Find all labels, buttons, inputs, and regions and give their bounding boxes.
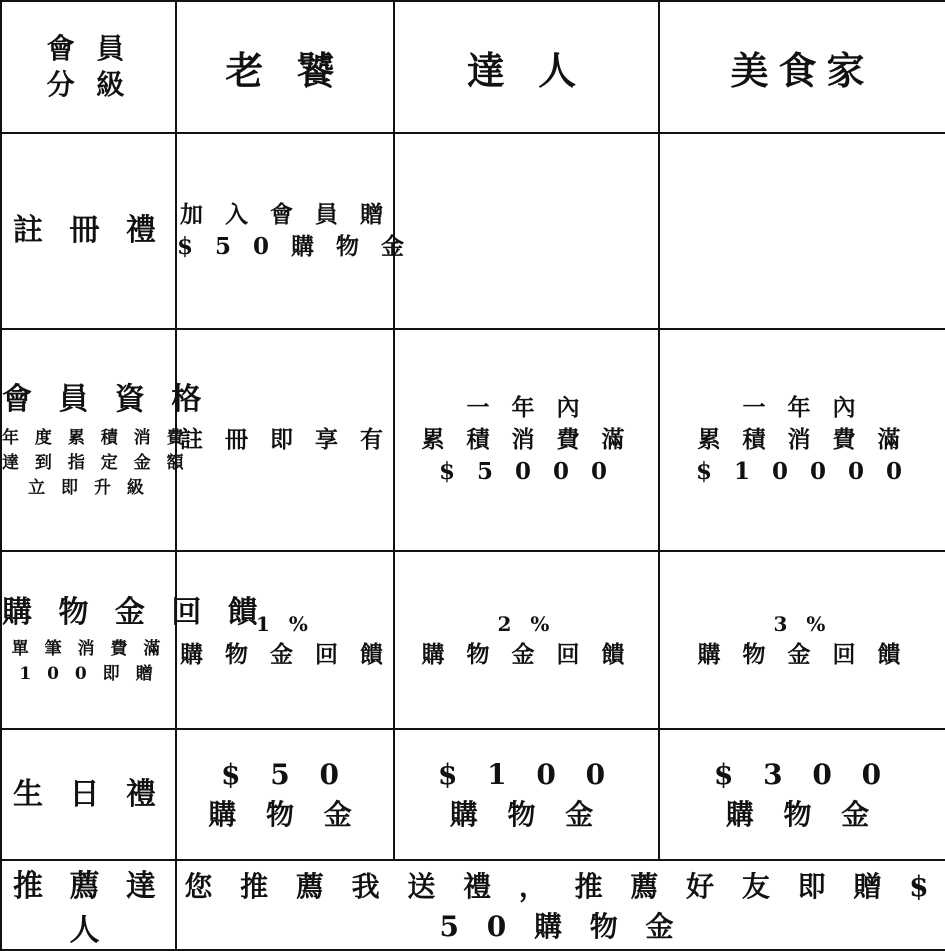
birthday-tier3-text: 購 物 金	[725, 797, 880, 831]
birthday-tier3-amount: $ 3 0 0	[713, 757, 892, 791]
qualification-sub-line-2: 達 到 指 定 金 額	[2, 452, 189, 473]
referral-row	[1, 860, 945, 950]
rebate-row	[1, 551, 945, 729]
birthday-gift-tier2	[394, 729, 659, 860]
register-gift-tier1-line-2: $ 5 0 購 物 金	[177, 233, 412, 260]
birthday-tier2-text: 購 物 金	[449, 797, 604, 831]
qualification-row	[1, 329, 945, 551]
rebate-label-cell	[1, 551, 266, 729]
rebate-tier2-percent: 2 %	[497, 612, 556, 636]
birthday-tier1-amount: $ 5 0	[221, 757, 349, 791]
tier-corner-label	[1, 1, 176, 133]
register-gift-label: 註 冊 禮	[1, 133, 176, 329]
register-gift-tier1-line-1: 加 入 會 員 贈	[179, 201, 391, 228]
register-gift-tier2-empty	[394, 133, 659, 329]
qualification-tier3-line-1: 一 年 內	[742, 394, 863, 421]
referral-label: 推 薦 達 人	[1, 860, 176, 950]
register-gift-row	[1, 133, 945, 329]
rebate-tier1	[176, 551, 394, 729]
birthday-gift-tier3	[659, 729, 945, 860]
rebate-tier2-text: 購 物 金 回 饋	[421, 641, 632, 668]
qualification-tier2-line-3: $ 5 0 0 0	[438, 458, 615, 485]
corner-line-1: 會 員	[46, 32, 131, 65]
header-row	[1, 1, 945, 133]
rebate-tier3	[659, 551, 945, 729]
qualification-tier3	[659, 329, 945, 551]
rebate-tier3-text: 購 物 金 回 饋	[697, 641, 908, 668]
tier-header-gourmet: 老 饕	[176, 1, 394, 133]
qualification-sub-line-3: 立 即 升 級	[28, 477, 149, 498]
birthday-tier1-text: 購 物 金	[208, 797, 362, 831]
birthday-gift-row	[1, 729, 945, 860]
rebate-tier3-percent: 3 %	[773, 612, 832, 636]
rebate-label: 購 物 金 回 饋	[2, 595, 266, 630]
rebate-tier1-text: 購 物 金 回 饋	[179, 641, 391, 668]
qualification-tier3-line-3: $ 1 0 0 0 0	[695, 458, 910, 485]
birthday-tier2-amount: $ 1 0 0	[437, 757, 616, 791]
qualification-tier2	[394, 329, 659, 551]
rebate-tier1-percent: 1 %	[256, 612, 314, 636]
rebate-sub-line-1: 單 筆 消 費 滿	[11, 639, 166, 659]
rebate-sub-line-2: 1 0 0 即 贈	[19, 664, 158, 684]
qualification-tier1-line-1: 註 冊 即 享 有	[179, 426, 391, 453]
referral-text: 您 推 薦 我 送 禮 ， 推 薦 好 友 即 贈 $ 5 0 購 物 金	[176, 860, 945, 950]
birthday-gift-tier1	[176, 729, 394, 860]
birthday-gift-label: 生 日 禮	[1, 729, 176, 860]
register-gift-tier3-empty	[659, 133, 945, 329]
qualification-sub-line-1: 年 度 累 積 消 費	[2, 427, 189, 448]
qualification-tier3-line-2: 累 積 消 費 滿	[697, 426, 908, 453]
corner-line-2: 分 級	[46, 68, 131, 101]
register-gift-tier1	[176, 133, 412, 329]
qualification-label: 會 員 資 格	[2, 381, 210, 417]
qualification-tier1	[176, 329, 394, 551]
tier-header-foodie: 美食家	[659, 1, 945, 133]
qualification-label-cell	[1, 329, 210, 551]
qualification-tier2-line-2: 累 積 消 費 滿	[421, 426, 632, 453]
rebate-tier2	[394, 551, 659, 729]
qualification-tier2-line-1: 一 年 內	[466, 394, 587, 421]
tier-header-expert: 達 人	[394, 1, 659, 133]
